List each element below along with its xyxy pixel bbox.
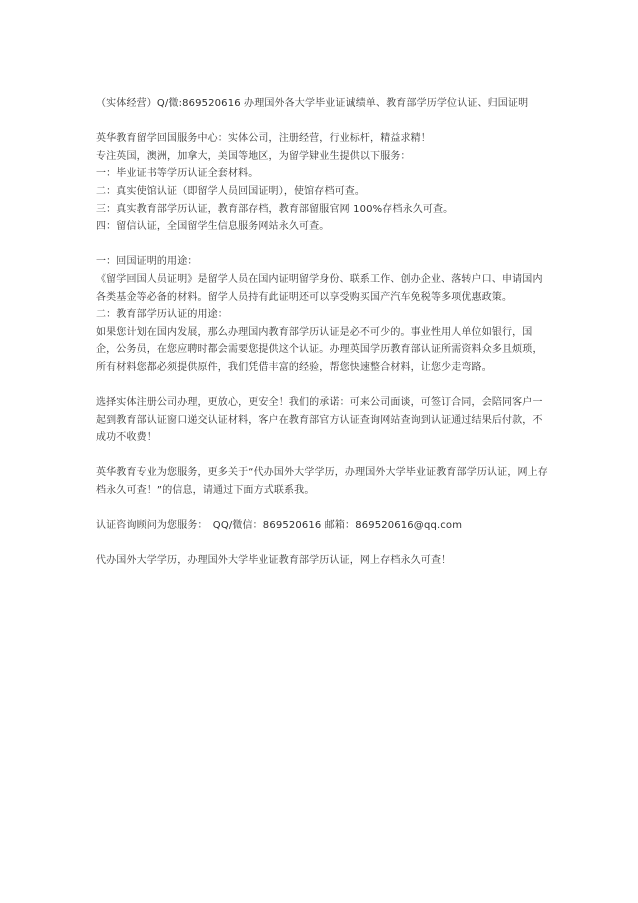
service-paragraph: 英华教育专业为您服务，更多关于“代办国外大学学历，办理国外大学毕业证教育部学历认证，网上存档永久可查！”的信息，请通过下面方式联系我。 [96, 467, 548, 497]
usage-heading-1: 一：回国证明的用途： [96, 256, 198, 268]
promise-section [96, 394, 548, 447]
title-text: （实体经营）Q/微:869520616 办理国外各大学毕业证诚绩单、教育部学历学位认证、归国证明 [96, 98, 529, 109]
spacer [96, 500, 548, 518]
intro-line: 一：毕业证书等学历认证全套材料。 [96, 168, 259, 180]
spacer [96, 447, 548, 465]
spacer [96, 377, 548, 395]
intro-line: 三：真实教育部学历认证，教育部存档，教育部留服官网 100%存档永久可查。 [96, 203, 454, 215]
usage-section [96, 253, 548, 376]
intro-line: 四：留信认证，全国留学生信息服务网站永久可查。 [96, 221, 330, 233]
promise-paragraph: 选择实体注册公司办理，更放心，更安全！我们的承诺：可来公司面谈，可签订合同，会陪同客户一起到教育部认证窗口递交认证材料，客户在教育部官方认证查询网站查询到认证通过结果后付款，不成功不收费！ [96, 397, 543, 444]
closing-line: 代办国外大学学历，办理国外大学毕业证教育部学历认证，网上存档永久可查！ [96, 555, 452, 567]
contact-section [96, 517, 548, 535]
spacer [96, 236, 548, 254]
closing-section [96, 552, 548, 570]
spacer [96, 113, 548, 131]
intro-line: 英华教育留学回国服务中心：实体公司，注册经营，行业标杆，精益求精！ [96, 133, 431, 145]
intro-line: 二：真实使馆认证（即留学人员回国证明），使馆存档可查。 [96, 185, 366, 197]
usage-heading-2: 二：教育部学历认证的用途： [96, 309, 228, 321]
contact-line: 认证咨询顾问为您服务： QQ/微信：869520616 邮箱：869520616@qq.com [96, 520, 463, 532]
usage-paragraph-2: 如果您计划在国内发展，那么办理国内教育部学历认证是必不可少的。事业性用人单位如银行，国企，公务员，在您应聘时都会需要您提供这个认证。办理英国学历教育部认证所需资料众多且烦琐，所有材料您都必须提供原件，我们凭借丰富的经验，帮您快速整合材料，让您少走弯路。 [96, 326, 543, 373]
usage-paragraph-1: 《留学回国人员证明》是留学人员在国内证明留学身份、联系工作、创办企业、落转户口、申请国内各类基金等必备的材料。留学人员持有此证明还可以享受购买国产汽车免税等多项优惠政策。 [96, 273, 543, 303]
intro-section [96, 130, 548, 236]
intro-line: 专注英国，澳洲，加拿大，美国等地区，为留学肄业生提供以下服务： [96, 150, 411, 162]
title-paragraph [96, 95, 548, 113]
service-section [96, 464, 548, 499]
spacer [96, 535, 548, 553]
